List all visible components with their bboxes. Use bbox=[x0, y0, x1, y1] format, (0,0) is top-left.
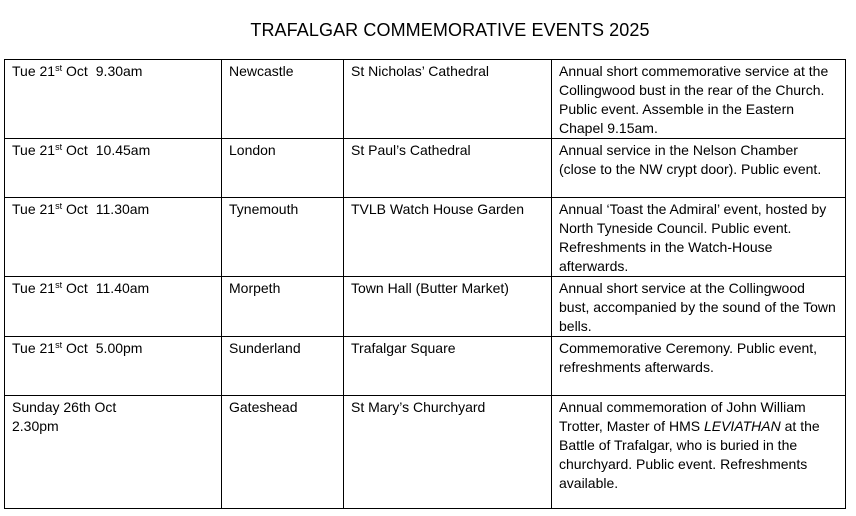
event-month: Oct bbox=[65, 63, 88, 79]
event-day: Tue 21 bbox=[12, 280, 56, 296]
events-table bbox=[4, 59, 846, 509]
event-day: Tue 21 bbox=[12, 340, 56, 356]
table-row bbox=[5, 198, 846, 277]
event-description: Annual short commemorative service at the Collingwood bust in the rear of the Church. Public event. Assemble in the Eastern Chapel 9.15am. bbox=[552, 60, 846, 139]
event-description bbox=[552, 396, 846, 509]
event-place: Sunderland bbox=[222, 337, 344, 396]
event-venue: St Mary’s Churchyard bbox=[344, 396, 552, 509]
event-day: Tue 21 bbox=[12, 201, 56, 217]
table-row bbox=[5, 139, 846, 198]
event-venue: St Nicholas’ Cathedral bbox=[344, 60, 552, 139]
event-datetime-cell bbox=[5, 139, 222, 198]
date-ordinal: st bbox=[55, 142, 63, 152]
event-time: 2.30pm bbox=[12, 418, 59, 434]
event-description: Annual service in the Nelson Chamber (close to the NW crypt door). Public event. bbox=[552, 139, 846, 198]
event-time: 11.40am bbox=[95, 280, 150, 296]
ship-name: LEVIATHAN bbox=[703, 418, 781, 434]
event-day: Tue 21 bbox=[12, 142, 56, 158]
description-text: at the Battle of Trafalgar, who is buried in the churchyard. Public event. Refreshments available. bbox=[559, 418, 820, 491]
event-place: Morpeth bbox=[222, 277, 344, 337]
event-datetime-cell bbox=[5, 60, 222, 139]
page-title: TRAFALGAR COMMEMORATIVE EVENTS 2025 bbox=[250, 20, 650, 40]
table-row bbox=[5, 277, 846, 337]
date-ordinal: st bbox=[55, 280, 63, 290]
event-time: 9.30am bbox=[95, 63, 143, 79]
event-place: Gateshead bbox=[222, 396, 344, 509]
event-date-line: Sunday 26th Oct bbox=[12, 399, 117, 415]
table-row bbox=[5, 396, 846, 509]
event-datetime-cell bbox=[5, 337, 222, 396]
event-venue: TVLB Watch House Garden bbox=[344, 198, 552, 277]
date-ordinal: st bbox=[55, 201, 63, 211]
event-month: Oct bbox=[65, 142, 88, 158]
event-description: Annual ‘Toast the Admiral’ event, hosted by North Tyneside Council. Public event. Refreshments in the Watch-House afterwards. bbox=[552, 198, 846, 277]
date-ordinal: st bbox=[55, 63, 63, 73]
event-time: 10.45am bbox=[95, 142, 151, 158]
table-row bbox=[5, 337, 846, 396]
event-description: Annual short service at the Collingwood bust, accompanied by the sound of the Town bells. bbox=[552, 277, 846, 337]
event-place: Tynemouth bbox=[222, 198, 344, 277]
description-text: Annual commemoration of John William Trotter, Master of HMS bbox=[559, 399, 806, 434]
event-month: Oct bbox=[65, 201, 88, 217]
event-venue: Town Hall (Butter Market) bbox=[344, 277, 552, 337]
event-venue: Trafalgar Square bbox=[344, 337, 552, 396]
event-place: London bbox=[222, 139, 344, 198]
event-month: Oct bbox=[65, 280, 88, 296]
event-datetime-cell bbox=[5, 396, 222, 509]
event-datetime-cell bbox=[5, 198, 222, 277]
date-ordinal: st bbox=[55, 340, 63, 350]
event-description: Commemorative Ceremony. Public event, refreshments afterwards. bbox=[552, 337, 846, 396]
table-row bbox=[5, 60, 846, 139]
event-time: 5.00pm bbox=[95, 340, 143, 356]
event-datetime-cell bbox=[5, 277, 222, 337]
event-venue: St Paul’s Cathedral bbox=[344, 139, 552, 198]
event-time: 11.30am bbox=[95, 201, 150, 217]
event-month: Oct bbox=[65, 340, 88, 356]
event-day: Tue 21 bbox=[12, 63, 56, 79]
event-place: Newcastle bbox=[222, 60, 344, 139]
